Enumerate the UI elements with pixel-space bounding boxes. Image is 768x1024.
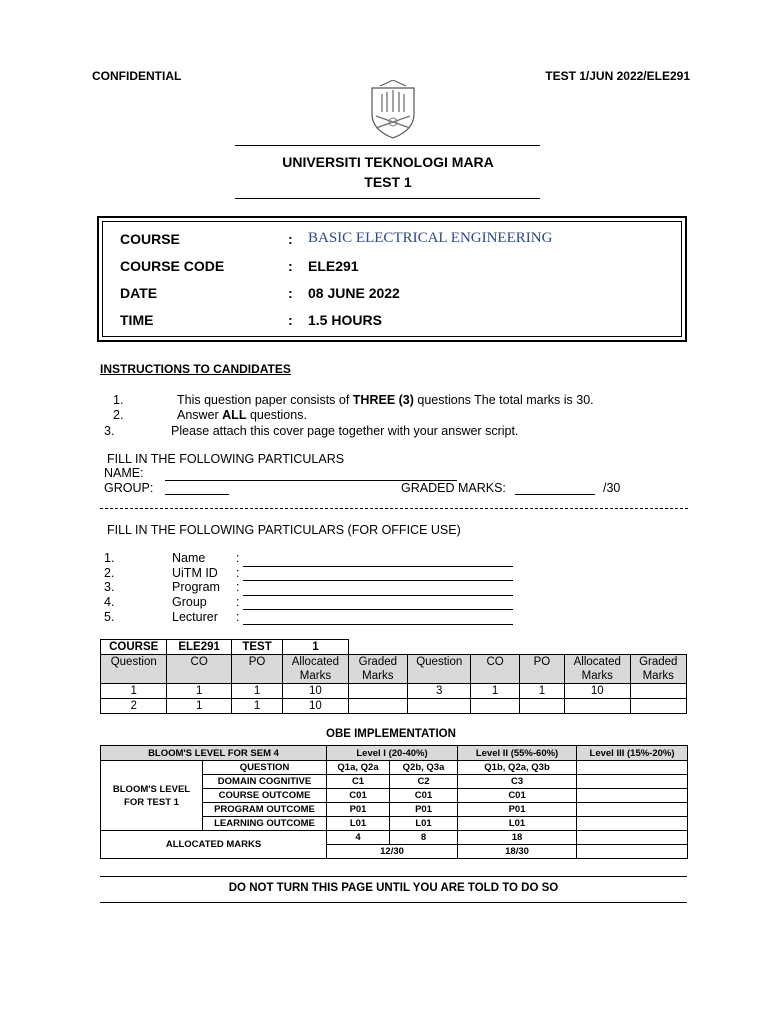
obe-learning-outcome-label: LEARNING OUTCOME [203, 817, 327, 831]
course-code-label: COURSE CODE [120, 258, 225, 274]
instruction-1-num: 1. [113, 393, 124, 407]
header-cell: Question [101, 655, 167, 684]
obe-cell: P01 [327, 803, 390, 817]
office-uitm-id-label: UiTM ID [172, 566, 218, 580]
footer-warning: DO NOT TURN THIS PAGE UNTIL YOU ARE TOLD TO DO SO [228, 882, 559, 894]
obe-cell: C01 [390, 789, 458, 803]
cell[interactable] [630, 699, 687, 714]
table-row [101, 699, 687, 714]
date-value: 08 JUNE 2022 [308, 285, 400, 301]
obe-cell: L01 [390, 817, 458, 831]
obe-course-outcome-label: COURSE OUTCOME [203, 789, 327, 803]
particulars-heading: FILL IN THE FOLLOWING PARTICULARS [107, 452, 345, 466]
title-bottom-rule [235, 198, 540, 199]
instruction-3-num: 3. [104, 424, 115, 438]
office-program-label: Program [172, 580, 220, 594]
university-name: UNIVERSITI TEKNOLOGI MARA [282, 154, 494, 170]
cell: 1 [231, 699, 282, 714]
office-name-label: Name [172, 551, 206, 565]
obe-allocated-cell: 8 [390, 831, 458, 845]
date-label: DATE [120, 285, 158, 301]
obe-cell: C1 [327, 775, 390, 789]
obe-cell: Q1a, Q2a [327, 761, 390, 775]
header-cell: Graded Marks [630, 655, 687, 684]
graded-marks-total: /30 [603, 481, 621, 495]
obe-cell: C3 [458, 775, 577, 789]
marks-header-row [101, 655, 687, 684]
office-heading: FILL IN THE FOLLOWING PARTICULARS (FOR OFFICE USE) [107, 523, 461, 537]
obe-allocated-cell [577, 831, 688, 845]
time-label: TIME [120, 312, 154, 328]
obe-cell: L01 [327, 817, 390, 831]
group-field[interactable] [165, 494, 229, 495]
uitm-logo [362, 80, 424, 140]
office-item-num: 4. [104, 595, 115, 609]
obe-cell [577, 775, 688, 789]
office-item-num: 3. [104, 580, 115, 594]
cell: 3 [408, 684, 471, 699]
office-item-num: 1. [104, 551, 115, 565]
obe-title: OBE IMPLEMENTATION [326, 728, 456, 740]
cell: 10 [283, 699, 348, 714]
obe-allocated-label: ALLOCATED MARKS [101, 831, 327, 859]
course-code-value: ELE291 [308, 258, 359, 274]
obe-cell: L01 [458, 817, 577, 831]
instruction-2-num: 2. [113, 408, 124, 422]
title-top-rule [235, 145, 540, 146]
table-row [101, 684, 687, 699]
graded-marks-field[interactable] [515, 494, 595, 495]
obe-head-blooms: BLOOM'S LEVEL FOR SEM 4 [101, 746, 327, 761]
instructions-heading: INSTRUCTIONS TO CANDIDATES [100, 362, 291, 376]
obe-cell [577, 789, 688, 803]
obe-cell: P01 [458, 803, 577, 817]
cell [565, 699, 630, 714]
marks-test-number: 1 [283, 640, 348, 655]
time-value: 1.5 HOURS [308, 312, 382, 328]
header-cell: Graded Marks [348, 655, 407, 684]
instruction-2: Answer ALL questions. [177, 408, 307, 422]
uitm-emblem-icon [362, 80, 424, 140]
cell [408, 699, 471, 714]
cell: 10 [283, 684, 348, 699]
office-sep: : [236, 580, 240, 594]
header-cell: Question [408, 655, 471, 684]
header-cell: PO [231, 655, 282, 684]
marks-table [100, 639, 687, 714]
name-label: NAME: [104, 466, 144, 480]
header-cell: CO [167, 655, 231, 684]
confidential-label: CONFIDENTIAL [92, 69, 182, 83]
office-lecturer-label: Lecturer [172, 610, 218, 624]
footer-bottom-rule [100, 902, 687, 903]
obe-cell: C2 [390, 775, 458, 789]
cell: 1 [167, 684, 231, 699]
obe-cell: P01 [390, 803, 458, 817]
instruction-3: Please attach this cover page together with your answer script. [171, 424, 519, 438]
cell: 1 [167, 699, 231, 714]
office-program-field[interactable] [243, 595, 513, 596]
marks-course-label: COURSE [101, 640, 167, 655]
cell [519, 699, 564, 714]
obe-head-level-1: Level I (20-40%) [327, 746, 458, 761]
cut-line [100, 508, 688, 509]
obe-cell [577, 803, 688, 817]
obe-cell [577, 761, 688, 775]
course-label: COURSE [120, 231, 180, 247]
test-title: TEST 1 [364, 174, 412, 190]
header-cell: Allocated Marks [283, 655, 348, 684]
obe-question-label: QUESTION [203, 761, 327, 775]
cell: 2 [101, 699, 167, 714]
cell[interactable] [630, 684, 687, 699]
date-sep: : [288, 285, 293, 301]
obe-cell [577, 817, 688, 831]
obe-cell: C01 [327, 789, 390, 803]
office-group-label: Group [172, 595, 207, 609]
course-info-box [97, 216, 687, 342]
obe-cell: C01 [458, 789, 577, 803]
course-value: BASIC ELECTRICAL ENGINEERING [308, 230, 553, 246]
cell: 1 [231, 684, 282, 699]
cell: 1 [101, 684, 167, 699]
obe-subtotal-cell: 12/30 [327, 845, 458, 859]
office-sep: : [236, 610, 240, 624]
cell: 1 [471, 684, 519, 699]
office-sep: : [236, 551, 240, 565]
obe-program-outcome-label: PROGRAM OUTCOME [203, 803, 327, 817]
cell[interactable] [348, 699, 407, 714]
group-label: GROUP: [104, 481, 154, 495]
time-sep: : [288, 312, 293, 328]
course-sep: : [288, 231, 293, 247]
obe-head-level-2: Level II (55%-60%) [458, 746, 577, 761]
header-cell: CO [471, 655, 519, 684]
cell: 10 [565, 684, 630, 699]
instruction-1: This question paper consists of THREE (3) questions The total marks is 30. [177, 393, 594, 407]
obe-allocated-cell: 4 [327, 831, 390, 845]
cell[interactable] [348, 684, 407, 699]
obe-table [100, 745, 688, 859]
obe-subtotal-cell [577, 845, 688, 859]
obe-row-label: BLOOM'S LEVEL FOR TEST 1 [101, 761, 203, 831]
office-uitm-id-field[interactable] [243, 580, 513, 581]
obe-subtotal-cell: 18/30 [458, 845, 577, 859]
obe-allocated-cell: 18 [458, 831, 577, 845]
header-cell: Allocated Marks [565, 655, 630, 684]
marks-course-code: ELE291 [167, 640, 231, 655]
obe-head-level-3: Level III (15%-20%) [577, 746, 688, 761]
cell [471, 699, 519, 714]
obe-cell: Q2b, Q3a [390, 761, 458, 775]
obe-cell: Q1b, Q2a, Q3b [458, 761, 577, 775]
office-item-num: 5. [104, 610, 115, 624]
office-lecturer-field[interactable] [243, 624, 513, 625]
footer-top-rule [100, 876, 687, 877]
office-sep: : [236, 566, 240, 580]
office-sep: : [236, 595, 240, 609]
graded-marks-label: GRADED MARKS: [401, 481, 506, 495]
course-code-sep: : [288, 258, 293, 274]
header-cell: PO [519, 655, 564, 684]
office-item-num: 2. [104, 566, 115, 580]
obe-domain-label: DOMAIN COGNITIVE [203, 775, 327, 789]
cell: 1 [519, 684, 564, 699]
office-group-field[interactable] [243, 609, 513, 610]
office-name-field[interactable] [243, 566, 513, 567]
marks-test-label: TEST [231, 640, 282, 655]
test-code-label: TEST 1/JUN 2022/ELE291 [545, 69, 690, 83]
